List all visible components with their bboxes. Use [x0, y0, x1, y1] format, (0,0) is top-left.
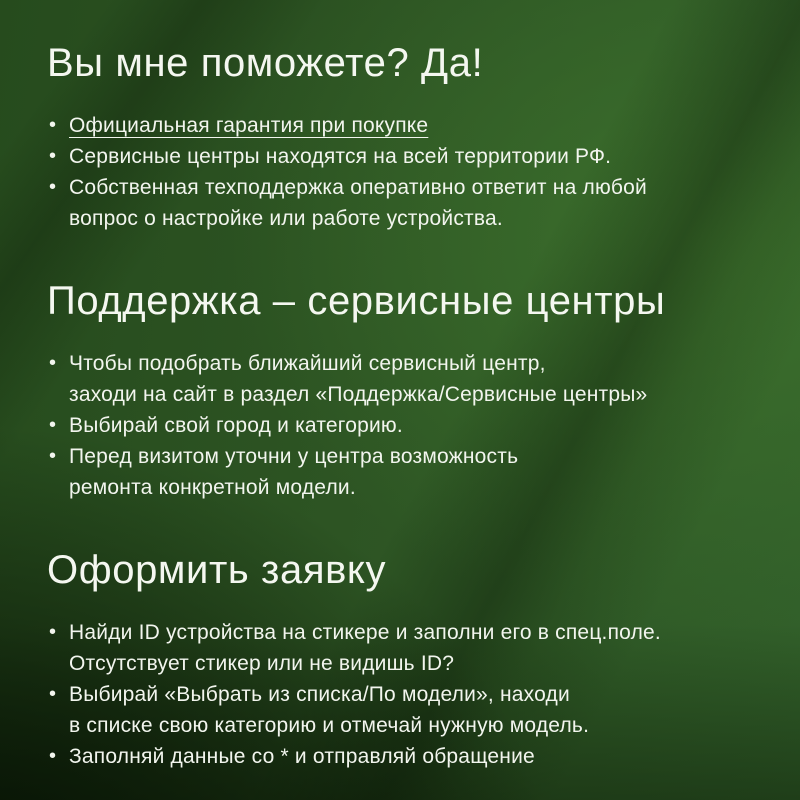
- bullet-icon: •: [49, 745, 57, 767]
- list-item: [47, 441, 756, 503]
- bullet-line: Собственная техподдержка оперативно ответит на любой: [69, 176, 647, 199]
- bullet-icon: •: [49, 621, 57, 643]
- section-heading: Поддержка – сервисные центры: [47, 279, 666, 323]
- bullet-icon: •: [49, 176, 57, 198]
- bullet-list: [47, 348, 756, 503]
- list-item: [47, 141, 756, 172]
- bullet-line: Перед визитом уточни у центра возможность: [69, 445, 519, 468]
- bullet-line: заходи на сайт в раздел «Поддержка/Сервисные центры»: [69, 383, 648, 406]
- section-service-centers: [47, 278, 756, 503]
- bullet-line: Официальная гарантия при покупке: [69, 114, 429, 137]
- section-heading: Вы мне поможете? Да!: [47, 41, 484, 85]
- list-item: [47, 410, 756, 441]
- bullet-line: Выбирай свой город и категорию.: [69, 414, 403, 437]
- bullet-icon: •: [49, 414, 57, 436]
- list-item: [47, 741, 756, 772]
- bullet-line: Чтобы подобрать ближайший сервисный центр,: [69, 352, 546, 375]
- bullet-list: [47, 110, 756, 234]
- list-item: [47, 348, 756, 410]
- bullet-icon: •: [49, 145, 57, 167]
- bullet-line: Отсутствует стикер или не видишь ID?: [69, 652, 455, 675]
- bullet-icon: •: [49, 445, 57, 467]
- bullet-line: ремонта конкретной модели.: [69, 476, 356, 499]
- bullet-icon: •: [49, 683, 57, 705]
- list-item: [47, 172, 756, 234]
- bullet-line: в списке свою категорию и отмечай нужную модель.: [69, 714, 590, 737]
- bullet-icon: •: [49, 114, 57, 136]
- list-item: [47, 110, 756, 141]
- bullet-line: вопрос о настройке или работе устройства.: [69, 207, 503, 230]
- section-submit-request: [47, 547, 756, 772]
- list-item: [47, 617, 756, 679]
- bullet-line: Сервисные центры находятся на всей территории РФ.: [69, 145, 612, 168]
- section-heading: Оформить заявку: [47, 548, 387, 592]
- list-item: [47, 679, 756, 741]
- bullet-line: Найди ID устройства на стикере и заполни его в спец.поле.: [69, 621, 661, 644]
- bullet-line: Выбирай «Выбрать из списка/По модели», находи: [69, 683, 570, 706]
- bullet-list: [47, 617, 756, 772]
- bullet-icon: •: [49, 352, 57, 374]
- section-help-intro: [47, 40, 756, 234]
- bullet-line: Заполняй данные со * и отправляй обращение: [69, 745, 535, 768]
